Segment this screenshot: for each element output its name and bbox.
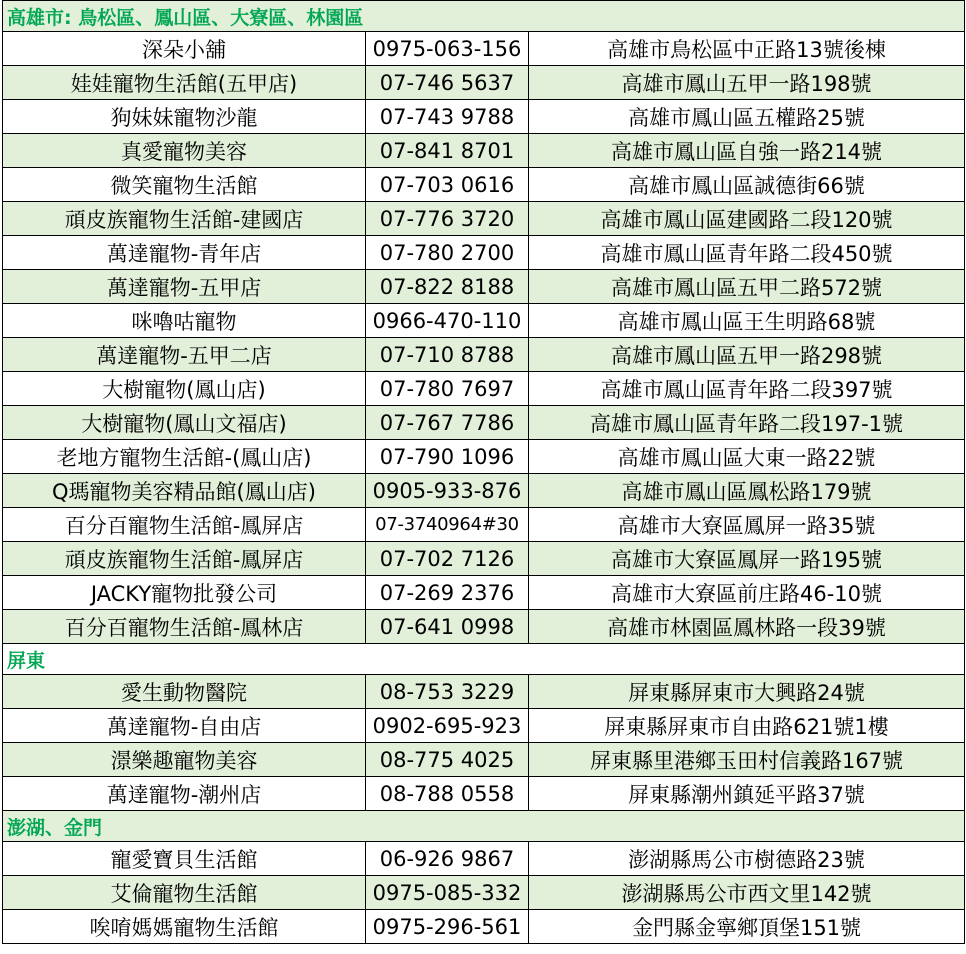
table-row: [3, 777, 965, 811]
section-title: 高雄市: 鳥松區、鳳山區、大寮區、林園區: [3, 1, 965, 32]
table-row: [3, 576, 965, 610]
section-title: 澎湖、金門: [3, 811, 965, 842]
phone-cell: 07-790 1096: [366, 440, 529, 474]
address-cell: 屏東縣里港鄉玉田村信義路167號: [529, 743, 965, 777]
phone-cell: 07-710 8788: [366, 338, 529, 372]
table-row: [3, 709, 965, 743]
store-name-cell: 頑皮族寵物生活館-鳳屏店: [3, 542, 366, 576]
table-row: [3, 610, 965, 644]
phone-cell: 07-3740964#30: [366, 508, 529, 542]
store-name-cell: 萬達寵物-五甲二店: [3, 338, 366, 372]
table-row: [3, 66, 965, 100]
store-name-cell: 大樹寵物(鳳山店): [3, 372, 366, 406]
table-row: [3, 236, 965, 270]
table-row: [3, 32, 965, 66]
phone-cell: 0902-695-923: [366, 709, 529, 743]
table-row: [3, 134, 965, 168]
phone-cell: 07-746 5637: [366, 66, 529, 100]
phone-cell: 07-841 8701: [366, 134, 529, 168]
store-name-cell: 頑皮族寵物生活館-建國店: [3, 202, 366, 236]
store-name-cell: 咪嚕咕寵物: [3, 304, 366, 338]
store-name-cell: 寵愛寶貝生活館: [3, 842, 366, 876]
store-name-cell: 大樹寵物(鳳山文福店): [3, 406, 366, 440]
phone-cell: 0975-296-561: [366, 910, 529, 944]
store-name-cell: 萬達寵物-青年店: [3, 236, 366, 270]
store-directory-body: [3, 1, 965, 944]
address-cell: 澎湖縣馬公市樹德路23號: [529, 842, 965, 876]
address-cell: 高雄市鳳山區建國路二段120號: [529, 202, 965, 236]
store-name-cell: 狗妹妹寵物沙龍: [3, 100, 366, 134]
phone-cell: 07-767 7786: [366, 406, 529, 440]
table-row: [3, 675, 965, 709]
table-row: [3, 440, 965, 474]
address-cell: 高雄市鳥松區中正路13號後棟: [529, 32, 965, 66]
store-name-cell: Q瑪寵物美容精品館(鳳山店): [3, 474, 366, 508]
table-row: [3, 270, 965, 304]
phone-cell: 0966-470-110: [366, 304, 529, 338]
phone-cell: 0905-933-876: [366, 474, 529, 508]
phone-cell: 07-822 8188: [366, 270, 529, 304]
address-cell: 高雄市大寮區鳳屏一路35號: [529, 508, 965, 542]
address-cell: 高雄市鳳山區五權路25號: [529, 100, 965, 134]
section-header-row: [3, 644, 965, 675]
phone-cell: 0975-063-156: [366, 32, 529, 66]
address-cell: 屏東縣屏東市自由路621號1樓: [529, 709, 965, 743]
address-cell: 高雄市鳳山區青年路二段397號: [529, 372, 965, 406]
table-row: [3, 474, 965, 508]
store-directory-table: [2, 0, 965, 944]
table-row: [3, 406, 965, 440]
store-name-cell: 萬達寵物-五甲店: [3, 270, 366, 304]
table-row: [3, 910, 965, 944]
address-cell: 高雄市鳳山區五甲一路298號: [529, 338, 965, 372]
store-name-cell: 萬達寵物-潮州店: [3, 777, 366, 811]
table-row: [3, 304, 965, 338]
store-name-cell: 微笑寵物生活館: [3, 168, 366, 202]
phone-cell: 08-775 4025: [366, 743, 529, 777]
phone-cell: 07-743 9788: [366, 100, 529, 134]
address-cell: 高雄市大寮區鳳屏一路195號: [529, 542, 965, 576]
phone-cell: 07-702 7126: [366, 542, 529, 576]
phone-cell: 06-926 9867: [366, 842, 529, 876]
address-cell: 高雄市鳳山區誠德街66號: [529, 168, 965, 202]
address-cell: 高雄市鳳山區王生明路68號: [529, 304, 965, 338]
table-row: [3, 338, 965, 372]
address-cell: 高雄市鳳山區鳳松路179號: [529, 474, 965, 508]
section-title: 屏東: [3, 644, 965, 675]
store-name-cell: 真愛寵物美容: [3, 134, 366, 168]
table-row: [3, 842, 965, 876]
address-cell: 屏東縣屏東市大興路24號: [529, 675, 965, 709]
table-row: [3, 168, 965, 202]
address-cell: 高雄市鳳山區大東一路22號: [529, 440, 965, 474]
phone-cell: 08-788 0558: [366, 777, 529, 811]
phone-cell: 07-269 2376: [366, 576, 529, 610]
address-cell: 屏東縣潮州鎮延平路37號: [529, 777, 965, 811]
store-name-cell: 萬達寵物-自由店: [3, 709, 366, 743]
table-row: [3, 743, 965, 777]
store-name-cell: 百分百寵物生活館-鳳屏店: [3, 508, 366, 542]
address-cell: 高雄市大寮區前庄路46-10號: [529, 576, 965, 610]
section-header-row: [3, 811, 965, 842]
table-row: [3, 508, 965, 542]
phone-cell: 08-753 3229: [366, 675, 529, 709]
store-name-cell: 老地方寵物生活館-(鳳山店): [3, 440, 366, 474]
address-cell: 高雄市鳳山區青年路二段197-1號: [529, 406, 965, 440]
store-name-cell: 百分百寵物生活館-鳳林店: [3, 610, 366, 644]
phone-cell: 07-780 7697: [366, 372, 529, 406]
address-cell: 澎湖縣馬公市西文里142號: [529, 876, 965, 910]
table-row: [3, 202, 965, 236]
phone-cell: 07-780 2700: [366, 236, 529, 270]
store-name-cell: 澋樂趣寵物美容: [3, 743, 366, 777]
store-name-cell: 娃娃寵物生活館(五甲店): [3, 66, 366, 100]
address-cell: 高雄市林園區鳳林路一段39號: [529, 610, 965, 644]
address-cell: 高雄市鳳山區自強一路214號: [529, 134, 965, 168]
store-name-cell: 唉唷媽媽寵物生活館: [3, 910, 366, 944]
phone-cell: 07-776 3720: [366, 202, 529, 236]
address-cell: 高雄市鳳山五甲一路198號: [529, 66, 965, 100]
store-name-cell: 深朵小舖: [3, 32, 366, 66]
address-cell: 金門縣金寧鄉頂堡151號: [529, 910, 965, 944]
section-header-row: [3, 1, 965, 32]
table-row: [3, 876, 965, 910]
store-name-cell: 艾倫寵物生活館: [3, 876, 366, 910]
table-row: [3, 372, 965, 406]
phone-cell: 0975-085-332: [366, 876, 529, 910]
table-row: [3, 542, 965, 576]
store-name-cell: 愛生動物醫院: [3, 675, 366, 709]
address-cell: 高雄市鳳山區青年路二段450號: [529, 236, 965, 270]
store-name-cell: JACKY寵物批發公司: [3, 576, 366, 610]
phone-cell: 07-641 0998: [366, 610, 529, 644]
table-row: [3, 100, 965, 134]
address-cell: 高雄市鳳山區五甲二路572號: [529, 270, 965, 304]
phone-cell: 07-703 0616: [366, 168, 529, 202]
